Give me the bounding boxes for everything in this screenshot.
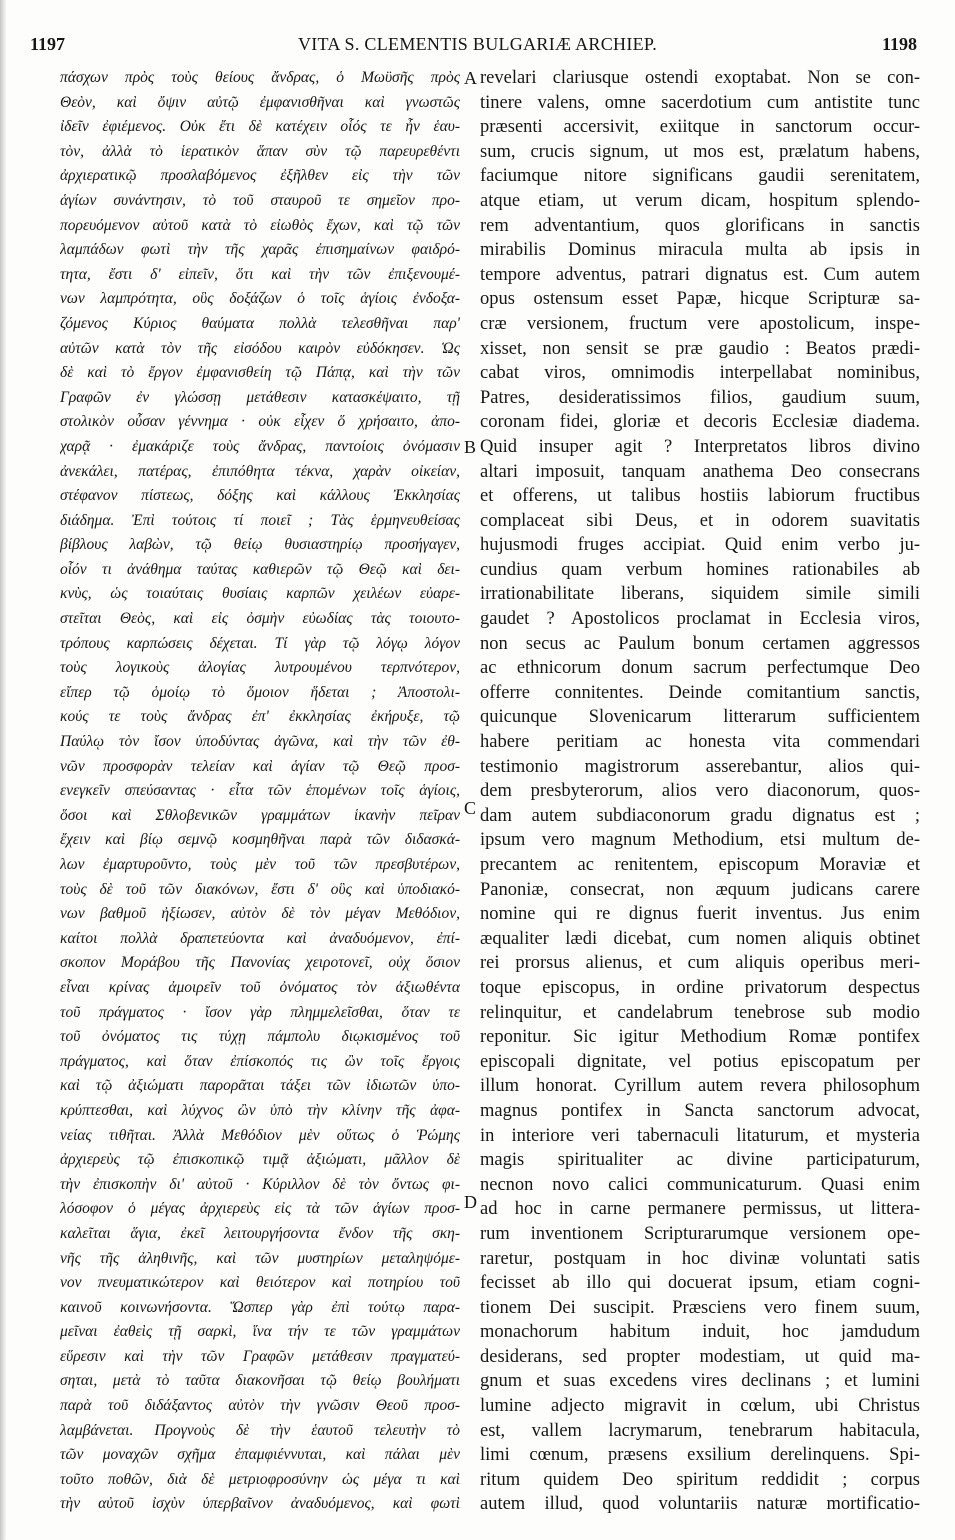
latin-text-line: tempore adventus, patrari dignatus est. Cum autem xyxy=(480,264,920,285)
greek-text-line: νων βαθμοῦ ἠξίωσεν, αὐτὸν δὲ τὸν μέγαν Μεθόδιον, xyxy=(60,905,460,923)
greek-text-line: Γραφῶν ἐν γλώσσῃ μετάθεσιν κατασκέψαιτο, τῇ xyxy=(60,388,460,406)
greek-text-line: εὕρεσιν καὶ τὴν τῶν Γραφῶν μετάθεσιν πραγματεύ- xyxy=(60,1347,460,1365)
greek-text-line: πάσχων πρὸς τοὺς θείους ἄνδρας, ὁ Μωϋσῆς πρὸς xyxy=(60,69,460,86)
latin-text-line: non secus ac Paulum bonum certamen aggressos xyxy=(480,633,920,654)
greek-text-line: διάδημα. Ἐπὶ τούτοις τί ποιεῖ ; Τὰς ἑρμηνευθείσας xyxy=(60,511,460,529)
latin-text-line: sum, crucis signum, ut mos est, prælatum habens, xyxy=(480,141,920,162)
margin-letter-b: B xyxy=(464,437,477,457)
greek-text-line: ἀνεκάλει, πατέρας, ἐπιπόθητα τέκνα, χαρὰν οἰκείαν, xyxy=(60,462,460,480)
latin-text-line: dem presbyterorum, alios vero diaconorum, quos- xyxy=(480,781,920,802)
latin-text-line: magis spiritualiter ac divine participaturum, xyxy=(480,1150,920,1171)
greek-text-line: νον πνευματικώτερον καὶ θειότερον καὶ ποτηρίου τοῦ xyxy=(60,1274,460,1292)
greek-text-line: τρόπους καρπώσεις δέχεται. Τί γὰρ τῷ λόγῳ λόγον xyxy=(60,634,460,652)
latin-text-line: atque etiam, ut verum dicam, hospitum splendo- xyxy=(480,190,920,211)
margin-section-letters xyxy=(462,66,480,1526)
latin-text-line: tionem Dei suscipit. Præsciens vero finem suum, xyxy=(480,1297,920,1318)
greek-text-line: καινοῦ κοινωνήσοντα. Ὥσπερ γὰρ ἐπὶ τούτῳ παρα- xyxy=(60,1298,460,1316)
greek-text-line: στεῖται Θεὸς, καὶ εἰς ὀσμὴν εὐωδίας τὰς τοιουτο- xyxy=(60,610,460,628)
greek-text-line: πράγματος, καὶ ὅταν ἐπίσκοπός τις ὢν τοῖς ἔργοις xyxy=(60,1052,460,1070)
latin-text-line: et offerens, ut talibus hostiis labiorum fructibus xyxy=(480,486,920,507)
greek-text-line: τῶν μοναχῶν σχῆμα ἐπαμφιέννυται, καὶ πάλαι μὲν xyxy=(60,1446,460,1464)
latin-text-line: lumine adjecto migravit in cœlum, ubi Christus xyxy=(480,1396,920,1417)
greek-text-line: τοῦτο ποθῶν, διὰ δὲ μετριοφροσύνην ὡς μέγα τι καὶ xyxy=(60,1470,460,1488)
greek-text-line: εἴπερ τῷ ὁμοίῳ τὸ ὅμοιον ἥδεται ; Ἀποστολι- xyxy=(60,683,460,701)
greek-text-line: Θεὸν, καὶ ὄψιν αὐτῷ ἐμφανισθῆναι καὶ γνωστῶς xyxy=(60,93,460,111)
running-header xyxy=(0,31,955,57)
latin-text-line: fecisset ab illo qui docuerat ipsum, etiam cogni- xyxy=(480,1273,920,1294)
greek-text-line: τὴν ἐπισκοπὴν δι' αὐτοῦ · Κύριλλον δὲ τὸν ὄντως φι- xyxy=(60,1175,460,1193)
latin-text-line: mirabilis Dominus miracula multa ab ipsis in xyxy=(480,240,920,261)
greek-text-line: τοῦ ὀνόματος τις τύχῃ πάμπολυ διῳκισμένος τοῦ xyxy=(60,1028,460,1046)
latin-text-line: ac ethnicorum donum sacrum perfectumque Deo xyxy=(480,658,920,679)
greek-text-line: αὐτῶν κατὰ τὸν τῆς εἰσόδου καιρὸν εὐδόκησεν. Ὡς xyxy=(60,339,460,357)
latin-text-line: hujusmodi fruges accipiat. Quid enim verbo ju- xyxy=(480,535,920,556)
latin-text-line: offerre connitentes. Deinde comitantium sanctis, xyxy=(480,682,920,703)
margin-letter-c: C xyxy=(464,798,477,818)
latin-text-line: xisset, non sensit se præ gaudio : Beatos prædi- xyxy=(480,338,920,359)
latin-text-line: rum inventionem Scripturarumque versionem ope- xyxy=(480,1223,920,1244)
latin-text-line: ritum quidem Deo spiritum reddidit ; corpus xyxy=(480,1469,920,1490)
latin-text-line: precantem ac renitentem, episcopum Moraviæ et xyxy=(480,855,920,875)
latin-text-line: reponitur. Sic igitur Methodium Romæ pontifex xyxy=(480,1027,920,1048)
latin-text-line: magnus pontifex in Sancta sanctorum advocat, xyxy=(480,1100,920,1121)
greek-text-line: βίβλους λαβὼν, τῷ θείῳ θυσιαστηρίῳ προσήγαγεν, xyxy=(60,536,460,554)
latin-text-line: raretur, postquam in hoc divinæ voluntati satis xyxy=(480,1248,920,1269)
latin-text-column xyxy=(480,66,920,1517)
latin-text-line: Quid insuper agit ? Interpretatos libros divino xyxy=(480,436,920,457)
greek-text-line: παρὰ τοῦ διδάξαντος αὐτὸν τὴν γνῶσιν Θεοῦ προσ- xyxy=(60,1397,460,1415)
latin-text-line: gaudet ? Apostolicos proclamat in Ecclesia viros, xyxy=(480,609,920,630)
greek-text-line: μεῖναι ἐαθεὶς τῇ σαρκὶ, ἵνα τήν τε τῶν γραμμάτων xyxy=(60,1323,460,1341)
running-title: VITA S. CLEMENTIS BULGARIÆ ARCHIEP. xyxy=(297,34,658,54)
latin-text-line: testimonio magistrorum asserebantur, alios qui- xyxy=(480,756,920,777)
latin-text-line: altari imposuit, tanquam anathema Deo consecrans xyxy=(480,461,920,482)
greek-text-line: ενεγκεῖν σπεύσαντας · εἶτα τῶν ἑπομένων τοῖς ἁγίοις, xyxy=(60,782,460,800)
greek-text-line: νείας τιθῆται. Ἀλλὰ Μεθόδιον μὲν οὕτως ὁ Ῥώμης xyxy=(60,1126,460,1144)
latin-text-line: cabat viros, omnimodis interpellabat nominibus, xyxy=(480,363,920,384)
latin-text-line: æqualiter lædi dicebat, cum nomen aliquis obtinet xyxy=(480,928,920,949)
greek-text-line: οἷόν τι ἀνάθημα ταύτας καθιερῶν τῷ Θεῷ καὶ δει- xyxy=(60,560,460,578)
page-number-right: 1198 xyxy=(881,34,917,54)
latin-text-line: rem adventantium, quos glorificans in sanctis xyxy=(480,215,920,236)
latin-text-line: relinquitur, et candelabrum tenebrose sub modio xyxy=(480,1002,920,1023)
greek-text-line: ὅσοι καὶ Σθλοβενικῶν γραμμάτων ἱκανὴν πεῖραν xyxy=(60,806,460,824)
greek-text-line: καίτοι πολλὰ δραπετεύοντα καὶ ἀναδυόμενον, ἐπί- xyxy=(60,929,460,947)
latin-text-line: est, vallem lacrymarum, tenebrarum habitacula, xyxy=(480,1420,920,1441)
greek-text-line: νῶν προσφορὰν τελείαν καὶ ἁγίαν τῷ Θεῷ προσ- xyxy=(60,757,460,775)
latin-text-line: nomine qui re dignus fuerit inventus. Jus enim xyxy=(480,904,920,925)
page-number-left: 1197 xyxy=(30,34,66,54)
latin-text-line: desiderans, sed propter modestiam, ut quid ma- xyxy=(480,1346,920,1367)
latin-text-line: limi cœnum, præsens exsilium derelinquens. Spi- xyxy=(480,1445,920,1466)
greek-text-line: νῆς τῆς ἀληθινῆς, καὶ τῶν μυστηρίων μεταληψόμε- xyxy=(60,1249,460,1267)
greek-text-line: εἶναι κρίνας ἀμοιρεῖν τοῦ ὀνόματος τὸν ἀξιωθέντα xyxy=(60,978,460,996)
latin-text-line: autem illud, quod voluntariis naturæ mortificatio- xyxy=(480,1494,920,1515)
greek-text-line: τὸν, ἀλλὰ τὸ ἱερατικὸν ἅπαν σὺν τῷ παρευρεθέντι xyxy=(60,142,460,160)
greek-text-line: λων ἐμαρτυροῦντο, τοὺς μὲν τοῦ τῶν πρεσβυτέρων, xyxy=(60,856,460,873)
greek-text-line: δὲ καὶ τὸ ἔργον ἐμφανισθείη τῷ Πάπᾳ, καὶ τὴν τῶν xyxy=(60,364,460,382)
greek-text-line: τοὺς λογικοὺς ἀλογίας λυτρουμένου τερπνότερον, xyxy=(60,659,460,677)
greek-text-line: τοῦ πράγματος · ἴσον γὰρ πλημμελεῖσθαι, ὅταν τε xyxy=(60,1003,460,1021)
latin-text-line: revelari clariusque ostendi exoptabat. Non se con- xyxy=(480,68,920,88)
latin-text-line: cræ versionem, fructum vere apostolicum, inspe- xyxy=(480,313,920,334)
greek-text-line: τητα, ἔστι δ' εἰπεῖν, ὅτι καὶ τὴν τῶν ἐπιξενουμέ- xyxy=(60,265,460,283)
latin-text-line: Patres, desideratissimos filios, gaudium suum, xyxy=(480,387,920,408)
greek-text-line: λαμπάδων φωτὶ τὴν τῆς χαρᾶς ἐπισημαίνων φαιδρό- xyxy=(60,241,460,259)
latin-text-line: episcopali dignitate, vel potius episcopatum per xyxy=(480,1051,920,1072)
latin-text-line: habere peritiam ac honesta vita commendari xyxy=(480,732,920,753)
greek-text-line: λόσοφον ὁ μέγας ἀρχιερεὺς εἰς τὰ τῶν ἁγίων προσ- xyxy=(60,1200,460,1218)
latin-text-line: præsenti accersivit, exiitque in sanctorum occur- xyxy=(480,117,920,138)
greek-text-line: κνὺς, ὡς τοιαύταις θυσίαις καρπῶν χειλέων εὐαρε- xyxy=(60,585,460,603)
latin-text-line: Panoniæ, consecrat, non æquum judicans carere xyxy=(480,879,920,900)
greek-text-line: στολικὸν οὖσαν γέννημα · οὐκ εἶχεν ὅ χρήσαιτο, ἀπο- xyxy=(60,413,460,431)
greek-text-line: κούς τε τοὺς ἄνδρας ἐπ' ἐκκλησίας ἐκήρυξε, τῷ xyxy=(60,708,460,726)
greek-text-line: χαρᾷ · ἐμακάριζε τοὺς ἄνδρας, παντοίοις ὀνόμασιν xyxy=(60,437,460,455)
latin-text-line: in interiore veri tabernaculi litaturum, et mysteria xyxy=(480,1125,920,1146)
latin-text-line: quicunque Slovenicarum litterarum sufficientem xyxy=(480,707,920,728)
greek-text-line: ζόμενος Κύριος θαύματα πολλὰ τελεσθῆναι παρ' xyxy=(60,314,460,332)
latin-text-line: ipsum vero magnum Methodium, etsi multum de- xyxy=(480,830,920,851)
latin-text-line: ad hoc in carne permanere permissus, ut littera- xyxy=(480,1199,920,1220)
latin-text-line: complaceat sibi Deus, et in odorem suavitatis xyxy=(480,510,920,531)
greek-text-line: κρύπτεσθαι, καὶ λύχνος ὢν ὑπὸ τὴν κλίνην τῆς ἀφα- xyxy=(60,1101,460,1119)
latin-text-line: dam autem subdiaconorum gradu dignatus est ; xyxy=(480,805,920,826)
latin-text-line: rei prorsus alienus, et cum aliquis operibus meri- xyxy=(480,953,920,974)
greek-text-line: ἀρχιερατικῷ προσλαβόμενος ἐξῆλθεν εἰς τὴν τῶν xyxy=(60,167,460,185)
greek-text-line: ἀρχιερεὺς τῷ ἐπισκοπικῷ τιμᾷ ἀξιώματι, μᾶλλον δὲ xyxy=(60,1151,460,1169)
greek-text-line: σκοπον Μοράβου τῆς Πανονίας χειροτονεῖ, οὐχ ὅσιον xyxy=(60,954,460,972)
greek-text-line: νων λαμπρότητα, οὓς δοξάζων ὁ τοῖς ἁγίοις ἐνδοξα- xyxy=(60,290,460,308)
latin-text-line: illum honorat. Cyrillum autem revera philosophum xyxy=(480,1076,920,1097)
latin-text-line: opus ostensum esset Papæ, hicque Scripturæ sa- xyxy=(480,289,920,310)
greek-text-line: Παύλῳ τὸν ἴσον ὑποδύντας ἀγῶνα, καὶ τὴν τῶν ἐθ- xyxy=(60,733,460,751)
scan-edge-shadow xyxy=(0,0,6,1540)
latin-text-line: tinere valens, omne sacerdotium cum antistite tunc xyxy=(480,92,920,113)
greek-text-column xyxy=(60,66,460,1517)
greek-text-line: καὶ τῷ ἀξιώματι παρορᾶται τάξει τῶν ἰδιωτῶν ὑπο- xyxy=(60,1077,460,1095)
greek-text-line: τοὺς δὲ τοῦ τῶν διακόνων, ἔστι δ' οὓς καὶ ὑποδιακό- xyxy=(60,880,460,898)
greek-text-line: τὴν αὐτοῦ ἰσχὺν ὑπερβαῖνον ἀναδυόμενος, καὶ φωτὶ xyxy=(60,1495,460,1513)
latin-text-line: cundius quam verbum homines rationabiles ab xyxy=(480,559,920,580)
greek-text-line: ἰδεῖν ἐφιέμενος. Οὐκ ἔτι δὲ κατέχειν οἷός τε ἦν ἑαυ- xyxy=(60,118,460,136)
greek-text-line: πορευόμενον αὐτοῦ κατὰ τὸ εἰωθὸς ἔχων, καὶ τῷ τῶν xyxy=(60,216,460,234)
latin-text-line: coronam fidei, gloriæ et decoris Ecclesiæ diadema. xyxy=(480,412,920,433)
latin-text-line: toque episcopus, in ordine privatorum despectus xyxy=(480,977,920,998)
greek-text-line: στέφανον πίστεως, δόξης καὶ κάλλους Ἐκκλησίας xyxy=(60,487,460,505)
greek-text-line: ἔχειν καὶ βίῳ σεμνῷ κοσμηθῆναι παρὰ τῶν διδασκά- xyxy=(60,831,460,849)
latin-text-line: gnum et suas excedens vires declinans ; et lumini xyxy=(480,1371,920,1392)
greek-text-line: καλεῖται ἅγια, ἐκεῖ λειτουργήσοντα ἔνδον τῆς σκη- xyxy=(60,1224,460,1242)
latin-text-line: necnon novo calici communicaturum. Quasi enim xyxy=(480,1174,920,1195)
greek-text-line: σηται, μετὰ τὸ ταῦτα διακονῆσαι τῷ θείῳ βουλήματι xyxy=(60,1372,460,1390)
margin-letter-d: D xyxy=(464,1192,477,1212)
margin-letter-a: A xyxy=(464,68,477,88)
latin-text-line: irrationabilitate liberans, siquidem simile simili xyxy=(480,584,920,605)
latin-text-line: faciumque nitore significans gaudii serenitatem, xyxy=(480,166,920,187)
latin-text-line: monachorum habitum induit, hoc jamdudum xyxy=(480,1322,920,1343)
greek-text-line: λαμβάνεται. Προγνοὺς δὲ τὴν ἑαυτοῦ τελευτὴν τὸ xyxy=(60,1421,460,1439)
greek-text-line: ἁγίων συνάντησιν, τὸ τοῦ σταυροῦ τε σημεῖον προ- xyxy=(60,191,460,209)
